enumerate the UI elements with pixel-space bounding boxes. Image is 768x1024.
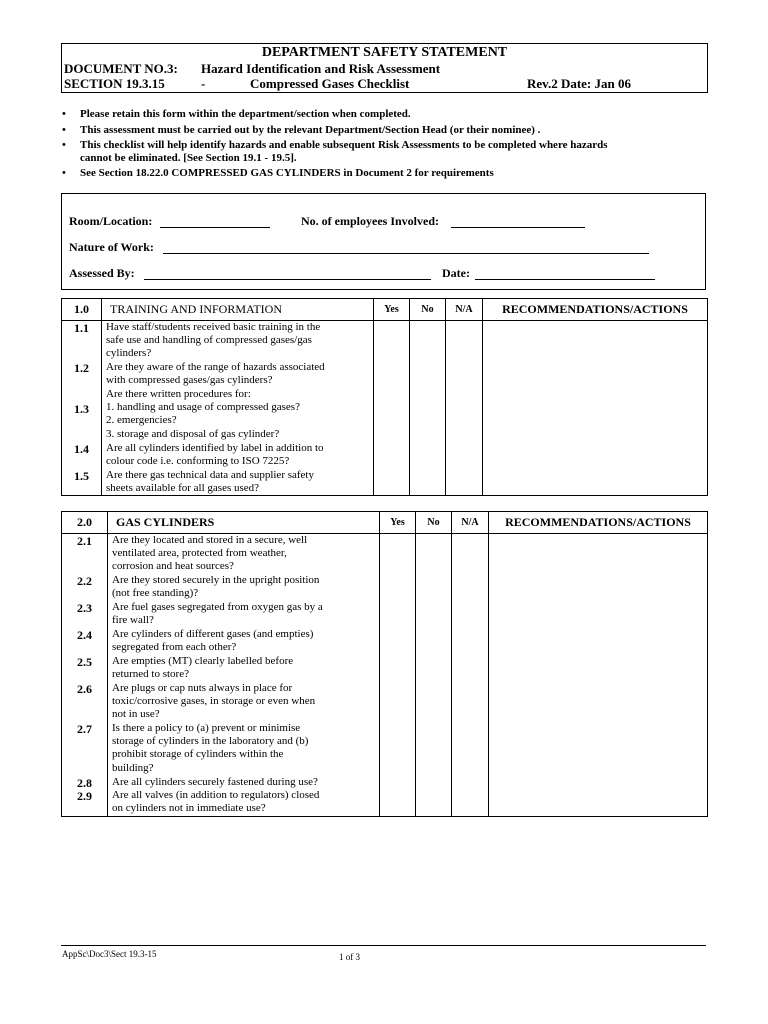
question-number: 1.4 bbox=[74, 442, 89, 456]
table-body-row bbox=[62, 321, 708, 496]
bullet-icon: • bbox=[62, 108, 66, 120]
no-answer-cell[interactable] bbox=[416, 534, 452, 817]
date-label: Date: bbox=[442, 266, 470, 280]
question-number: 2.5 bbox=[77, 655, 92, 669]
question-number: 1.2 bbox=[74, 361, 89, 375]
question-text: Are fuel gases segregated from oxygen gas by a fire wall? bbox=[112, 601, 323, 627]
section-value: Compressed Gases Checklist bbox=[250, 76, 410, 91]
question-numbers-cell bbox=[62, 534, 108, 817]
question-text: Are all cylinders securely fastened during use? bbox=[112, 776, 318, 788]
bullet-icon: • bbox=[62, 139, 66, 151]
question-text: Are empties (MT) clearly labelled before returned to store? bbox=[112, 655, 294, 681]
training-checklist-table bbox=[61, 298, 708, 496]
yes-answer-cell[interactable] bbox=[380, 534, 416, 817]
question-text: Are all cylinders identified by label in addition to colour code i.e. conforming to ISO 7225? bbox=[106, 442, 324, 468]
question-text: Are all valves (in addition to regulators) closed on cylinders not in immediate use? bbox=[112, 789, 320, 815]
gas-cylinders-checklist-table bbox=[61, 511, 708, 817]
question-text: Have staff/students received basic training in the safe use and handling of compressed gases/gas cylinders? bbox=[106, 321, 321, 360]
no-column-header: No bbox=[410, 299, 446, 321]
questions-cell bbox=[102, 321, 374, 496]
question-number: 2.2 bbox=[77, 574, 92, 588]
recommendations-cell[interactable] bbox=[489, 534, 708, 817]
table-header-row bbox=[62, 512, 708, 534]
table-body-row bbox=[62, 534, 708, 817]
question-text: Are there gas technical data and supplier safety sheets available for all gases used? bbox=[106, 469, 314, 495]
page-number: 1 of 3 bbox=[339, 952, 360, 962]
yes-answer-cell[interactable] bbox=[374, 321, 410, 496]
question-number: 2.3 bbox=[77, 601, 92, 615]
yes-column-header: Yes bbox=[380, 512, 416, 534]
recommendations-column-header: RECOMMENDATIONS/ACTIONS bbox=[489, 512, 708, 534]
footer-divider bbox=[61, 945, 706, 946]
question-text: Is there a policy to (a) prevent or minimise storage of cylinders in the laboratory and (b) prohibit storage of cylinders within the building? bbox=[112, 722, 309, 774]
recommendations-cell[interactable] bbox=[483, 321, 708, 496]
document-number-value: Hazard Identification and Risk Assessment bbox=[201, 61, 441, 76]
bullet-item: • Please retain this form within the department/section when completed. bbox=[62, 108, 411, 120]
na-answer-cell[interactable] bbox=[446, 321, 483, 496]
section-dash: - bbox=[201, 76, 206, 91]
question-text: Are there written procedures for: 1. handling and usage of compressed gases? 2. emergencies? 3. storage and disposal of gas cylinder? bbox=[106, 388, 300, 440]
question-text: Are cylinders of different gases (and empties) segregated from each other? bbox=[112, 628, 314, 654]
document-header bbox=[61, 43, 708, 93]
bullet-item: • This assessment must be carried out by the relevant Department/Section Head (or their nominee) . bbox=[62, 124, 541, 136]
question-text: Are they aware of the range of hazards associated with compressed gases/gas cylinders? bbox=[106, 361, 325, 387]
section-label: SECTION 19.3.15 bbox=[64, 76, 165, 91]
yes-column-header: Yes bbox=[374, 299, 410, 321]
revision-date: Rev.2 Date: Jan 06 bbox=[527, 76, 631, 91]
nature-of-work-field[interactable] bbox=[163, 253, 649, 254]
question-number: 2.1 bbox=[77, 534, 92, 548]
employees-field[interactable] bbox=[451, 227, 585, 228]
header-title: DEPARTMENT SAFETY STATEMENT bbox=[261, 45, 508, 60]
recommendations-column-header: RECOMMENDATIONS/ACTIONS bbox=[483, 299, 708, 321]
bullet-item: • This checklist will help identify hazards and enable subsequent Risk Assessments to be completed where hazards bbox=[62, 139, 608, 151]
na-answer-cell[interactable] bbox=[452, 534, 489, 817]
question-number: 2.4 bbox=[77, 628, 92, 642]
question-text: Are plugs or cap nuts always in place for toxic/corrosive gases, in storage or even when not in use? bbox=[112, 682, 316, 721]
questions-cell bbox=[108, 534, 380, 817]
question-number: 2.7 bbox=[77, 722, 92, 736]
table-header-row bbox=[62, 299, 708, 321]
na-column-header: N/A bbox=[452, 512, 489, 534]
na-column-header: N/A bbox=[446, 299, 483, 321]
question-number: 1.5 bbox=[74, 469, 89, 483]
bullet-item: • See Section 18.22.0 COMPRESSED GAS CYLINDERS in Document 2 for requirements bbox=[62, 167, 494, 179]
question-number: 1.3 bbox=[74, 402, 89, 416]
question-text: Are they located and stored in a secure, well ventilated area, protected from weather, corrosion and heat sources? bbox=[112, 534, 308, 573]
section-title: TRAINING AND INFORMATION bbox=[102, 299, 374, 321]
section-title: GAS CYLINDERS bbox=[108, 512, 380, 534]
assessed-by-label: Assessed By: bbox=[69, 266, 135, 280]
question-number: 2.6 bbox=[77, 682, 92, 696]
question-numbers-cell bbox=[62, 321, 102, 496]
date-field[interactable] bbox=[475, 279, 655, 280]
room-location-label: Room/Location: bbox=[69, 214, 153, 228]
bullet-icon: • bbox=[62, 167, 66, 179]
question-text: Are they stored securely in the upright position (not free standing)? bbox=[112, 574, 320, 600]
nature-of-work-label: Nature of Work: bbox=[69, 240, 154, 254]
question-number: 1.1 bbox=[74, 321, 89, 335]
room-location-field[interactable] bbox=[160, 227, 270, 228]
assessed-by-field[interactable] bbox=[144, 279, 431, 280]
footer-reference: AppSc\Doc3\Sect 19.3-15 bbox=[62, 949, 157, 959]
section-number: 2.0 bbox=[62, 512, 108, 534]
employees-label: No. of employees Involved: bbox=[301, 214, 439, 228]
bullet-icon: • bbox=[62, 124, 66, 136]
no-answer-cell[interactable] bbox=[410, 321, 446, 496]
document-number-label: DOCUMENT NO.3: bbox=[64, 61, 178, 76]
question-number: 2.8 bbox=[77, 776, 92, 790]
question-number: 2.9 bbox=[77, 789, 92, 803]
section-number: 1.0 bbox=[62, 299, 102, 321]
bullet-continuation: cannot be eliminated. [See Section 19.1 - 19.5]. bbox=[80, 152, 297, 164]
assessment-info-box bbox=[61, 193, 706, 290]
no-column-header: No bbox=[416, 512, 452, 534]
